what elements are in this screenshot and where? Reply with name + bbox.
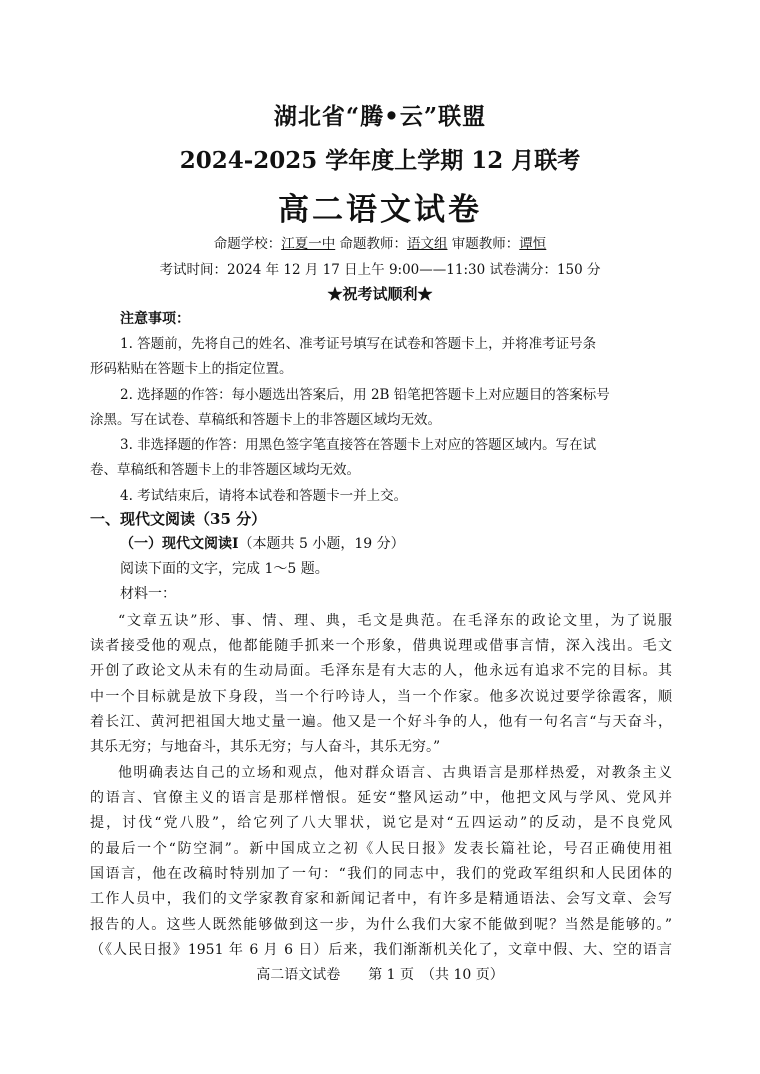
passage-line: 国语言，他在改稿时特别加了一句：“我们的同志中，我们的党政军组织和人民团体的 bbox=[90, 866, 672, 882]
teacher-label: 命题教师： bbox=[339, 236, 407, 252]
notice-heading: 注意事项： bbox=[120, 311, 190, 327]
paper-title: 高二语文试卷 bbox=[278, 192, 482, 228]
school-label: 命题学校： bbox=[213, 236, 282, 252]
notice-item-3-line-2: 卷、草稿纸和答题卡上的非答题区域均无效。 bbox=[90, 462, 360, 478]
school-name: 江夏一中 bbox=[281, 236, 336, 252]
passage-line: 提，讨伐“党八股”，给它列了八大罪状，说它是对“五四运动”的反动，是不良党风 bbox=[90, 815, 672, 831]
material-label: 材料一： bbox=[120, 586, 176, 602]
reading-instruction: 阅读下面的文字，完成 1～5 题。 bbox=[120, 561, 329, 577]
passage-line: 的最后一个“防空洞”。新中国成立之初《人民日报》发表长篇社论，号召正确使用祖 bbox=[90, 841, 672, 857]
passage-line: 的语言、官僚主义的语言是那样憎恨。延安“整风运动”中，他把文风与学风、党风并 bbox=[90, 790, 672, 806]
passage-line: “文章五诀”形、事、情、理、典，毛文是典范。在毛泽东的政论文里，为了说服 bbox=[118, 613, 672, 629]
passage-line: 他明确表达自己的立场和观点，他对群众语言、古典语言是那样热爱，对教条主义 bbox=[118, 765, 672, 781]
reviewer-label: 审题教师： bbox=[451, 236, 520, 252]
passage-line: 其乐无穷；与地奋斗，其乐无穷；与人奋斗，其乐无穷。” bbox=[90, 739, 441, 755]
subsection-heading bbox=[120, 533, 405, 553]
notice-item-4-line-1: 4. 考试结束后，请将本试卷和答题卡一并上交。 bbox=[120, 488, 408, 504]
passage-line: （《人民日报》1951 年 6 月 6 日）后来，我们渐渐机关化了，文章中假、大、空的语言 bbox=[90, 942, 672, 958]
passage-line: 中一个目标就是放下身段，当一个行吟诗人，当一个作家。他多次说过要学徐霞客，顺 bbox=[90, 689, 672, 705]
teacher-name: 语文组 bbox=[407, 236, 448, 252]
notice-item-1-line-2: 形码粘贴在答题卡上的指定位置。 bbox=[90, 361, 293, 377]
section-title: 一、现代文阅读（35 分） bbox=[90, 510, 267, 528]
notice-item-1-line-1: 1. 答题前，先将自己的姓名、准考证号填写在试卷和答题卡上，并将准考证号条 bbox=[120, 336, 597, 352]
subsection-note: （本题共 5 小题，19 分） bbox=[238, 536, 405, 552]
setter-info bbox=[0, 232, 760, 252]
passage-line: 着长江、黄河把祖国大地丈量一遍。他又是一个好斗争的人，他有一句名言“与天奋斗， bbox=[90, 714, 672, 730]
passage-line: 开创了政论文从未有的生动局面。毛泽东是有大志的人，他永远有追求不完的目标。其 bbox=[90, 663, 672, 679]
alliance-title: 湖北省“腾•云”联盟 bbox=[273, 103, 487, 130]
notice-item-2-line-1: 2. 选择题的作答：每小题选出答案后，用 2B 铅笔把答题卡上对应题目的答案标号 bbox=[120, 387, 610, 403]
passage-line: 工作人员中，我们的文学家教育家和新闻记者中，有许多是精通语法、会写文章、会写 bbox=[90, 891, 672, 907]
notice-item-2-line-2: 涂黑。写在试卷、草稿纸和答题卡上的非答题区域均无效。 bbox=[90, 412, 441, 428]
subsection-title: （一）现代文阅读Ⅰ bbox=[120, 536, 239, 552]
passage-line: 报告的人。这些人既然能够做到这一步，为什么我们大家不能做到呢？当然是能够的。” bbox=[90, 917, 672, 933]
reviewer-name: 谭恒 bbox=[519, 236, 547, 252]
page-footer: 高二语文试卷 第 1 页 （共 10 页） bbox=[256, 967, 504, 983]
good-luck-wish: ★祝考试顺利★ bbox=[327, 285, 433, 303]
notice-item-3-line-1: 3. 非选择题的作答：用黑色签字笔直接答在答题卡上对应的答题区域内。写在试 bbox=[120, 437, 597, 453]
exam-title: 2024-2025 学年度上学期 12 月联考 bbox=[179, 147, 581, 174]
exam-time-line: 考试时间：2024 年 12 月 17 日上午 9:00——11:30 试卷满分：150 分 bbox=[159, 262, 601, 278]
passage-line: 读者接受他的观点，他都能随手抓来一个形象，借典说理或借事言情，深入浅出。毛文 bbox=[90, 638, 672, 654]
